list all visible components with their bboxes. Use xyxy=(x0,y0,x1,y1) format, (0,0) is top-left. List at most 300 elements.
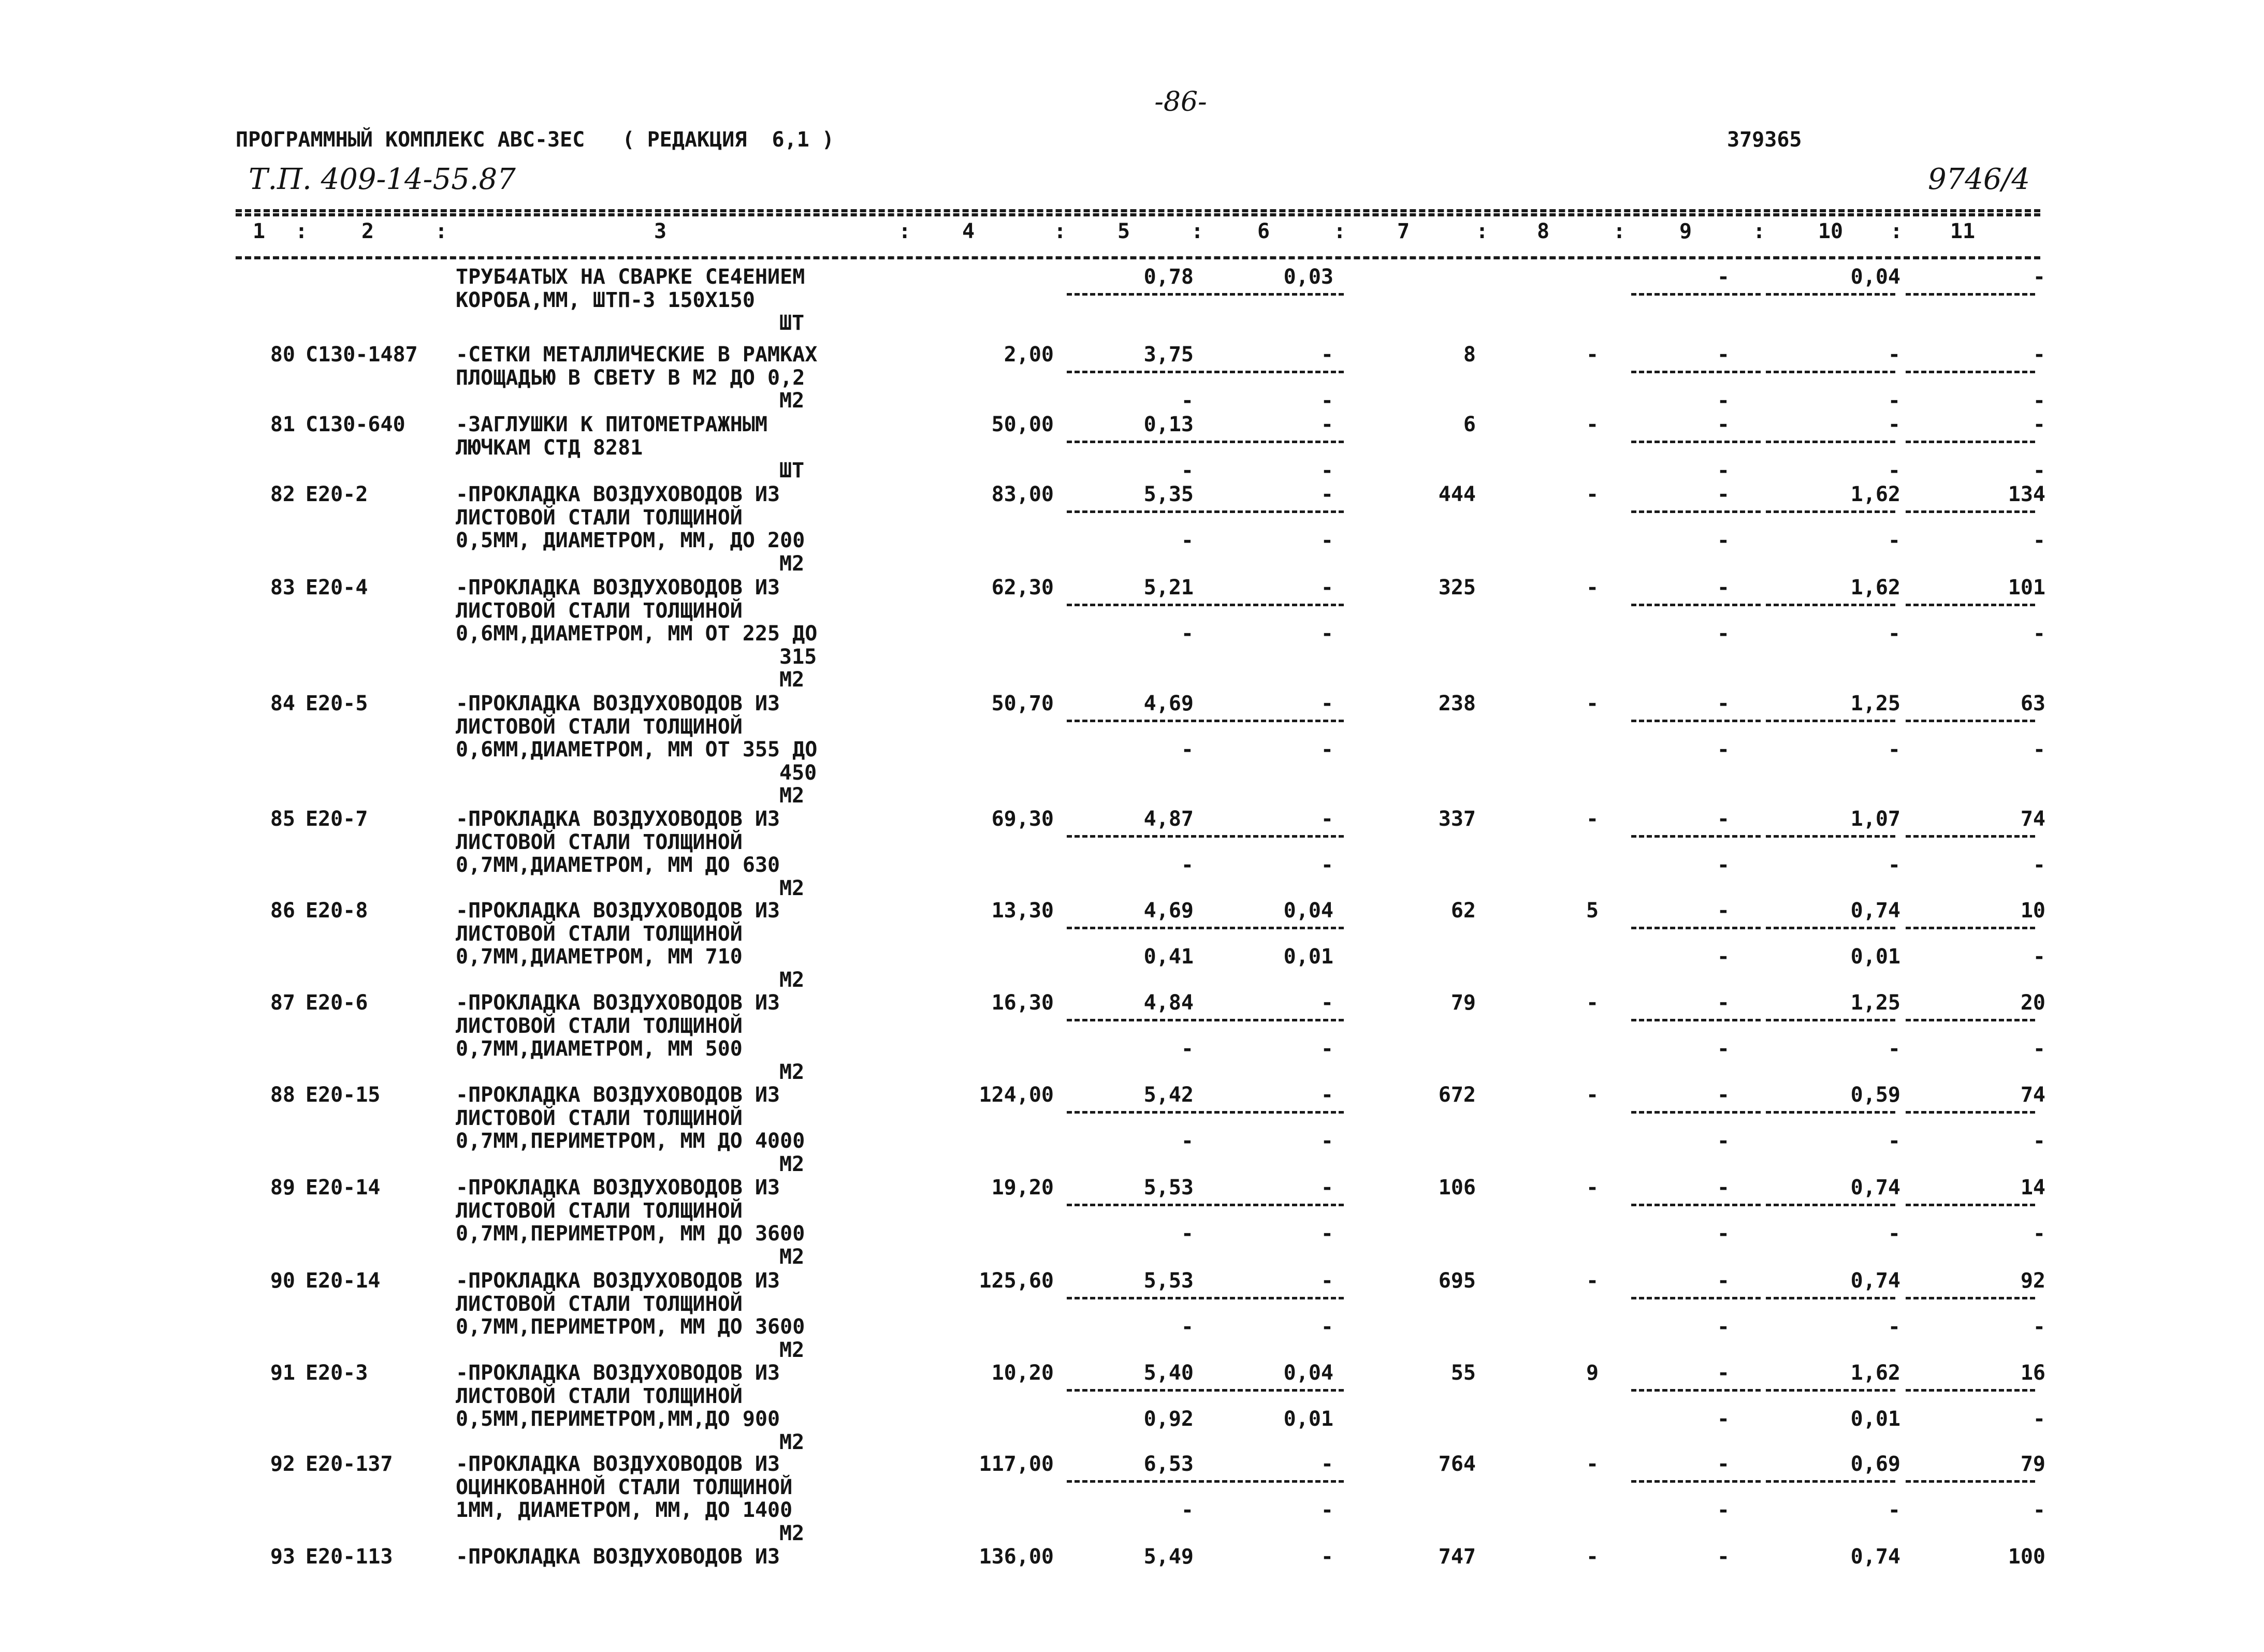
unit-label: ШТ xyxy=(779,311,805,335)
description-line: -ПРОКЛАДКА ВОЗДУХОВОДОВ ИЗ xyxy=(456,1083,780,1107)
page-number: -86- xyxy=(1154,86,1207,118)
value-c9-top: - xyxy=(1717,576,1730,600)
description-line: 0,6ММ,ДИАМЕТРОМ, ММ ОТ 355 ДО xyxy=(456,738,818,762)
value-c11-bottom: - xyxy=(2033,459,2045,483)
description-line: -ПРОКЛАДКА ВОЗДУХОВОДОВ ИЗ xyxy=(456,576,780,600)
value-c6-bottom: - xyxy=(1320,622,1333,646)
document-code: 379365 xyxy=(1727,128,1802,152)
row-number: 89 xyxy=(270,1176,295,1200)
unit-label: М2 xyxy=(779,876,805,900)
quantity: 19,20 xyxy=(991,1176,1054,1200)
work-code: Е20-3 xyxy=(306,1361,368,1385)
description-line: 0,6ММ,ДИАМЕТРОМ, ММ ОТ 225 ДО xyxy=(456,622,818,646)
value-c5-top: 5,21 xyxy=(1143,576,1194,600)
column-separator: : xyxy=(1191,220,1204,243)
unit-label: М2 xyxy=(779,784,805,808)
value-c10-top: 1,25 xyxy=(1850,991,1900,1015)
value-c6-top: 0,03 xyxy=(1283,265,1333,289)
cell-divider xyxy=(1906,1480,2035,1483)
value-c10-bottom: - xyxy=(1888,853,1900,877)
cell-divider xyxy=(1207,1389,1344,1392)
work-code: Е20-4 xyxy=(306,576,368,600)
value-c6-bottom: - xyxy=(1320,1222,1333,1246)
cost-total: 79 xyxy=(1450,991,1476,1015)
value-c11-top: 79 xyxy=(2020,1452,2045,1476)
column-header-5: 5 xyxy=(1117,220,1130,243)
column-header-10: 10 xyxy=(1818,220,1844,243)
quantity: 117,00 xyxy=(979,1452,1054,1476)
row-number: 85 xyxy=(270,807,295,831)
cell-divider xyxy=(1906,1204,2035,1206)
value-c8: - xyxy=(1586,1083,1599,1107)
cost-total: 325 xyxy=(1438,576,1476,600)
description-line: ПЛОЩАДЬЮ В СВЕТУ В М2 ДО 0,2 xyxy=(456,366,805,390)
cell-divider xyxy=(1207,293,1344,296)
work-code: Е20-113 xyxy=(306,1545,393,1569)
description-line: ЛИСТОВОЙ СТАЛИ ТОЛЩИНОЙ xyxy=(456,598,743,623)
value-c11-bottom: - xyxy=(2033,1222,2045,1246)
column-separator: : xyxy=(1890,220,1903,243)
cell-divider xyxy=(1906,1389,2035,1392)
value-c8: 5 xyxy=(1586,899,1599,923)
value-c9-bottom: - xyxy=(1717,622,1730,646)
value-c9-top: - xyxy=(1717,343,1730,367)
work-code: Е20-14 xyxy=(306,1176,381,1200)
description-line: -СЕТКИ МЕТАЛЛИЧЕСКИЕ В РАМКАХ xyxy=(456,343,818,367)
row-number: 90 xyxy=(270,1269,295,1293)
value-c6-top: 0,04 xyxy=(1283,1361,1333,1385)
value-c5-bottom: - xyxy=(1181,529,1194,552)
description-line: -ПРОКЛАДКА ВОЗДУХОВОДОВ ИЗ xyxy=(456,899,780,923)
value-c11-bottom: - xyxy=(2033,622,2045,646)
value-c11-bottom: - xyxy=(2033,1129,2045,1153)
value-c6-bottom: 0,01 xyxy=(1283,945,1333,969)
value-c8: - xyxy=(1586,413,1599,436)
work-code: Е20-15 xyxy=(306,1083,381,1107)
cell-divider xyxy=(1906,1111,2035,1114)
column-header-9: 9 xyxy=(1679,220,1692,243)
value-c5-bottom: - xyxy=(1181,622,1194,646)
value-c5-bottom: - xyxy=(1181,1222,1194,1246)
column-header-2: 2 xyxy=(361,220,374,243)
work-code: Е20-137 xyxy=(306,1452,393,1476)
cost-total: 238 xyxy=(1438,692,1476,715)
value-c6-top: - xyxy=(1320,807,1333,831)
cell-divider xyxy=(1067,720,1204,722)
column-header-3: 3 xyxy=(654,220,667,243)
value-c11-top: 16 xyxy=(2020,1361,2045,1385)
cell-divider xyxy=(1067,1480,1204,1483)
quantity: 83,00 xyxy=(991,483,1054,506)
value-c11-top: 92 xyxy=(2020,1269,2045,1293)
cell-divider xyxy=(1067,927,1204,929)
cell-divider xyxy=(1906,927,2035,929)
value-c5-top: 4,69 xyxy=(1143,692,1194,715)
quantity: 124,00 xyxy=(979,1083,1054,1107)
cell-divider xyxy=(1067,604,1204,606)
description-line: -ПРОКЛАДКА ВОЗДУХОВОДОВ ИЗ xyxy=(456,1361,780,1385)
value-c9-top: - xyxy=(1717,1269,1730,1293)
value-c10-bottom: - xyxy=(1888,1222,1900,1246)
cell-divider xyxy=(1631,1297,1761,1299)
column-header-7: 7 xyxy=(1397,220,1410,243)
cell-divider xyxy=(1766,927,1895,929)
value-c9-top: - xyxy=(1717,1176,1730,1200)
quantity: 62,30 xyxy=(991,576,1054,600)
cell-divider xyxy=(1067,1111,1204,1114)
cell-divider xyxy=(1067,1019,1204,1021)
row-number: 93 xyxy=(270,1545,295,1569)
description-line: 0,7ММ,ДИАМЕТРОМ, ММ 500 xyxy=(456,1037,743,1061)
column-separator: : xyxy=(1753,220,1766,243)
quantity: 13,30 xyxy=(991,899,1054,923)
value-c9-bottom: - xyxy=(1717,1407,1730,1431)
value-c11-bottom: - xyxy=(2033,738,2045,762)
value-c5-bottom: - xyxy=(1181,1129,1194,1153)
value-c9-bottom: - xyxy=(1717,853,1730,877)
quantity: 69,30 xyxy=(991,807,1054,831)
value-c9-bottom: - xyxy=(1717,459,1730,483)
cell-divider xyxy=(1766,604,1895,606)
value-c6-bottom: 0,01 xyxy=(1283,1407,1333,1431)
description-line: -ПРОКЛАДКА ВОЗДУХОВОДОВ ИЗ xyxy=(456,1545,780,1569)
description-line: ЛИСТОВОЙ СТАЛИ ТОЛЩИНОЙ xyxy=(456,1198,743,1223)
value-c5-top: 6,53 xyxy=(1143,1452,1194,1476)
row-number: 86 xyxy=(270,899,295,923)
cell-divider xyxy=(1631,293,1761,296)
value-c6-bottom: - xyxy=(1320,529,1333,552)
column-header-11: 11 xyxy=(1950,220,1976,243)
cell-divider xyxy=(1766,293,1895,296)
value-c5-top: 4,69 xyxy=(1143,899,1194,923)
cell-divider xyxy=(1766,510,1895,513)
unit-label: 450 xyxy=(779,761,817,785)
cost-total: 747 xyxy=(1438,1545,1476,1569)
description-line: КОРОБА,ММ, ШТП-3 150Х150 xyxy=(456,288,755,312)
cell-divider xyxy=(1067,1389,1204,1392)
handwritten-project-number: Т.П. 409-14-55.87 xyxy=(249,163,516,196)
unit-label: М2 xyxy=(779,1338,805,1362)
value-c11-top: 14 xyxy=(2020,1176,2045,1200)
quantity: 125,60 xyxy=(979,1269,1054,1293)
value-c8: - xyxy=(1586,1452,1599,1476)
value-c10-top: 0,74 xyxy=(1850,899,1900,923)
value-c9-bottom: - xyxy=(1717,1498,1730,1522)
description-line: 1ММ, ДИАМЕТРОМ, ММ, ДО 1400 xyxy=(456,1498,793,1522)
cell-divider xyxy=(1631,510,1761,513)
value-c9-top: - xyxy=(1717,1452,1730,1476)
value-c5-bottom: - xyxy=(1181,853,1194,877)
cell-divider xyxy=(1631,371,1761,373)
value-c10-top: - xyxy=(1888,413,1900,436)
value-c6-top: - xyxy=(1320,692,1333,715)
description-line: -ПРОКЛАДКА ВОЗДУХОВОДОВ ИЗ xyxy=(456,483,780,506)
cell-divider xyxy=(1207,604,1344,606)
description-line: 0,7ММ,ДИАМЕТРОМ, ММ ДО 630 xyxy=(456,853,780,877)
cell-divider xyxy=(1207,1297,1344,1299)
cell-divider xyxy=(1631,835,1761,838)
description-line: 0,7ММ,ПЕРИМЕТРОМ, ММ ДО 3600 xyxy=(456,1315,805,1339)
cell-divider xyxy=(1766,1297,1895,1299)
row-number: 82 xyxy=(270,483,295,506)
description-line: -ПРОКЛАДКА ВОЗДУХОВОДОВ ИЗ xyxy=(456,807,780,831)
value-c5-top: 0,78 xyxy=(1143,265,1194,289)
value-c6-bottom: - xyxy=(1320,853,1333,877)
value-c5-top: 0,13 xyxy=(1143,413,1194,436)
work-code: С130-1487 xyxy=(306,343,418,367)
cost-total: 62 xyxy=(1450,899,1476,923)
value-c6-bottom: - xyxy=(1320,1315,1333,1339)
description-line: 0,7ММ,ПЕРИМЕТРОМ, ММ ДО 3600 xyxy=(456,1222,805,1246)
quantity: 10,20 xyxy=(991,1361,1054,1385)
value-c10-bottom: - xyxy=(1888,529,1900,552)
value-c10-top: 1,62 xyxy=(1850,576,1900,600)
value-c9-top: - xyxy=(1717,413,1730,436)
cell-divider xyxy=(1631,604,1761,606)
value-c5-bottom: - xyxy=(1181,1037,1194,1061)
work-code: Е20-7 xyxy=(306,807,368,831)
value-c10-top: 1,62 xyxy=(1850,483,1900,506)
description-line: ТРУБ4АТЫХ НА СВАРКЕ СЕ4ЕНИЕМ xyxy=(456,265,805,289)
value-c11-top: 101 xyxy=(2008,576,2045,600)
value-c9-bottom: - xyxy=(1717,1222,1730,1246)
description-line: ЛИСТОВОЙ СТАЛИ ТОЛЩИНОЙ xyxy=(456,1106,743,1130)
value-c11-top: - xyxy=(2033,265,2045,289)
value-c11-top: 74 xyxy=(2020,1083,2045,1107)
row-number: 81 xyxy=(270,413,295,436)
value-c8: - xyxy=(1586,1545,1599,1569)
value-c6-bottom: - xyxy=(1320,389,1333,413)
value-c5-bottom: - xyxy=(1181,738,1194,762)
program-title: ПРОГРАММНЫЙ КОМПЛЕКС АВС-3ЕС ( РЕДАКЦИЯ 6,1 ) xyxy=(236,128,834,152)
value-c9-top: - xyxy=(1717,265,1730,289)
description-line: ЛИСТОВОЙ СТАЛИ ТОЛЩИНОЙ xyxy=(456,1292,743,1316)
value-c5-bottom: - xyxy=(1181,1498,1194,1522)
value-c6-top: - xyxy=(1320,1545,1333,1569)
value-c10-bottom: - xyxy=(1888,459,1900,483)
value-c10-bottom: - xyxy=(1888,622,1900,646)
value-c6-top: - xyxy=(1320,1269,1333,1293)
value-c11-bottom: - xyxy=(2033,1407,2045,1431)
cell-divider xyxy=(1766,1204,1895,1206)
work-code: Е20-2 xyxy=(306,483,368,506)
quantity: 16,30 xyxy=(991,991,1054,1015)
description-line: -ПРОКЛАДКА ВОЗДУХОВОДОВ ИЗ xyxy=(456,1269,780,1293)
row-number: 87 xyxy=(270,991,295,1015)
row-number: 92 xyxy=(270,1452,295,1476)
column-separator: : xyxy=(435,220,448,243)
value-c11-bottom: - xyxy=(2033,529,2045,552)
value-c10-top: 0,74 xyxy=(1850,1269,1900,1293)
cell-divider xyxy=(1631,441,1761,443)
value-c10-top: 1,62 xyxy=(1850,1361,1900,1385)
value-c10-bottom: - xyxy=(1888,1037,1900,1061)
value-c5-top: 5,40 xyxy=(1143,1361,1194,1385)
value-c5-bottom: - xyxy=(1181,459,1194,483)
quantity: 136,00 xyxy=(979,1545,1054,1569)
value-c6-bottom: - xyxy=(1320,1037,1333,1061)
cell-divider xyxy=(1766,1389,1895,1392)
cost-total: 8 xyxy=(1463,343,1476,367)
cost-total: 6 xyxy=(1463,413,1476,436)
value-c5-top: 5,42 xyxy=(1143,1083,1194,1107)
value-c10-top: - xyxy=(1888,343,1900,367)
value-c11-top: 100 xyxy=(2008,1545,2045,1569)
value-c11-bottom: - xyxy=(2033,389,2045,413)
value-c6-top: - xyxy=(1320,413,1333,436)
value-c5-bottom: - xyxy=(1181,1315,1194,1339)
cell-divider xyxy=(1766,441,1895,443)
unit-label: М2 xyxy=(779,668,805,692)
cell-divider xyxy=(1631,1019,1761,1021)
value-c8: - xyxy=(1586,576,1599,600)
cell-divider xyxy=(1906,720,2035,722)
work-code: Е20-8 xyxy=(306,899,368,923)
cell-divider xyxy=(1631,1389,1761,1392)
quantity: 2,00 xyxy=(1004,343,1054,367)
value-c10-bottom: - xyxy=(1888,389,1900,413)
cell-divider xyxy=(1766,1480,1895,1483)
cell-divider xyxy=(1207,720,1344,722)
column-separator: : xyxy=(1054,220,1067,243)
cost-total: 337 xyxy=(1438,807,1476,831)
value-c8: - xyxy=(1586,692,1599,715)
value-c6-top: 0,04 xyxy=(1283,899,1333,923)
cell-divider xyxy=(1207,510,1344,513)
cell-divider xyxy=(1906,293,2035,296)
column-separator: : xyxy=(1613,220,1626,243)
value-c11-bottom: - xyxy=(2033,1315,2045,1339)
row-number: 88 xyxy=(270,1083,295,1107)
cell-divider xyxy=(1906,604,2035,606)
value-c5-top: 3,75 xyxy=(1143,343,1194,367)
cell-divider xyxy=(1067,1204,1204,1206)
value-c9-top: - xyxy=(1717,1361,1730,1385)
description-line: ЛИСТОВОЙ СТАЛИ ТОЛЩИНОЙ xyxy=(456,714,743,739)
cell-divider xyxy=(1906,371,2035,373)
unit-label: 315 xyxy=(779,645,817,669)
cell-divider xyxy=(1906,835,2035,838)
cell-divider xyxy=(1067,371,1204,373)
cost-total: 672 xyxy=(1438,1083,1476,1107)
cost-total: 55 xyxy=(1450,1361,1476,1385)
value-c6-top: - xyxy=(1320,483,1333,506)
quantity: 50,70 xyxy=(991,692,1054,715)
unit-label: М2 xyxy=(779,1060,805,1084)
unit-label: М2 xyxy=(779,551,805,576)
value-c9-top: - xyxy=(1717,483,1730,506)
value-c10-bottom: 0,01 xyxy=(1850,945,1900,969)
column-separator: : xyxy=(898,220,911,243)
value-c9-bottom: - xyxy=(1717,1129,1730,1153)
value-c10-top: 0,74 xyxy=(1850,1176,1900,1200)
unit-label: М2 xyxy=(779,1152,805,1176)
value-c10-top: 1,07 xyxy=(1850,807,1900,831)
value-c9-top: - xyxy=(1717,692,1730,715)
value-c10-bottom: - xyxy=(1888,738,1900,762)
value-c11-bottom: - xyxy=(2033,1498,2045,1522)
value-c11-top: - xyxy=(2033,413,2045,436)
cell-divider xyxy=(1766,720,1895,722)
column-separator: : xyxy=(295,220,308,243)
value-c6-top: - xyxy=(1320,343,1333,367)
value-c5-top: 5,35 xyxy=(1143,483,1194,506)
cost-total: 695 xyxy=(1438,1269,1476,1293)
header-top-rule-2 xyxy=(236,213,2040,216)
value-c10-top: 0,69 xyxy=(1850,1452,1900,1476)
value-c10-bottom: - xyxy=(1888,1315,1900,1339)
cell-divider xyxy=(1067,510,1204,513)
cell-divider xyxy=(1067,1297,1204,1299)
value-c10-bottom: - xyxy=(1888,1498,1900,1522)
description-line: ЛИСТОВОЙ СТАЛИ ТОЛЩИНОЙ xyxy=(456,1384,743,1408)
description-line: 0,7ММ,ПЕРИМЕТРОМ, ММ ДО 4000 xyxy=(456,1129,805,1153)
cell-divider xyxy=(1906,510,2035,513)
value-c5-top: 5,49 xyxy=(1143,1545,1194,1569)
value-c8: - xyxy=(1586,343,1599,367)
value-c8: - xyxy=(1586,1176,1599,1200)
cell-divider xyxy=(1766,371,1895,373)
work-code: С130-640 xyxy=(306,413,405,436)
row-number: 83 xyxy=(270,576,295,600)
value-c10-bottom: 0,01 xyxy=(1850,1407,1900,1431)
value-c11-top: 134 xyxy=(2008,483,2045,506)
cell-divider xyxy=(1207,835,1344,838)
value-c9-top: - xyxy=(1717,991,1730,1015)
value-c10-top: 0,74 xyxy=(1850,1545,1900,1569)
cell-divider xyxy=(1067,293,1204,296)
value-c11-top: 10 xyxy=(2020,899,2045,923)
cell-divider xyxy=(1207,1019,1344,1021)
description-line: -ПРОКЛАДКА ВОЗДУХОВОДОВ ИЗ xyxy=(456,692,780,715)
cell-divider xyxy=(1207,1111,1344,1114)
value-c9-bottom: - xyxy=(1717,389,1730,413)
cell-divider xyxy=(1207,1480,1344,1483)
description-line: -ПРОКЛАДКА ВОЗДУХОВОДОВ ИЗ xyxy=(456,1452,780,1476)
value-c9-top: - xyxy=(1717,807,1730,831)
value-c9-bottom: - xyxy=(1717,529,1730,552)
unit-label: М2 xyxy=(779,1430,805,1454)
cost-total: 764 xyxy=(1438,1452,1476,1476)
value-c10-top: 0,59 xyxy=(1850,1083,1900,1107)
value-c8: - xyxy=(1586,991,1599,1015)
cell-divider xyxy=(1207,441,1344,443)
column-header-6: 6 xyxy=(1257,220,1270,243)
work-code: Е20-6 xyxy=(306,991,368,1015)
value-c6-bottom: - xyxy=(1320,1498,1333,1522)
description-line: -ПРОКЛАДКА ВОЗДУХОВОДОВ ИЗ xyxy=(456,1176,780,1200)
value-c10-bottom: - xyxy=(1888,1129,1900,1153)
description-line: 0,5ММ,ПЕРИМЕТРОМ,ММ,ДО 900 xyxy=(456,1407,780,1431)
value-c6-bottom: - xyxy=(1320,459,1333,483)
value-c10-top: 0,04 xyxy=(1850,265,1900,289)
value-c6-top: - xyxy=(1320,991,1333,1015)
cell-divider xyxy=(1207,927,1344,929)
description-line: 0,5ММ, ДИАМЕТРОМ, ММ, ДО 200 xyxy=(456,529,805,552)
value-c8: - xyxy=(1586,483,1599,506)
header-bottom-rule xyxy=(236,256,2040,259)
cost-total: 444 xyxy=(1438,483,1476,506)
cell-divider xyxy=(1067,835,1204,838)
column-separator: : xyxy=(1333,220,1346,243)
value-c5-top: 4,87 xyxy=(1143,807,1194,831)
quantity: 50,00 xyxy=(991,413,1054,436)
value-c5-top: 4,84 xyxy=(1143,991,1194,1015)
column-header-8: 8 xyxy=(1536,220,1550,243)
value-c5-bottom: 0,92 xyxy=(1143,1407,1194,1431)
cost-total: 106 xyxy=(1438,1176,1476,1200)
value-c9-bottom: - xyxy=(1717,738,1730,762)
